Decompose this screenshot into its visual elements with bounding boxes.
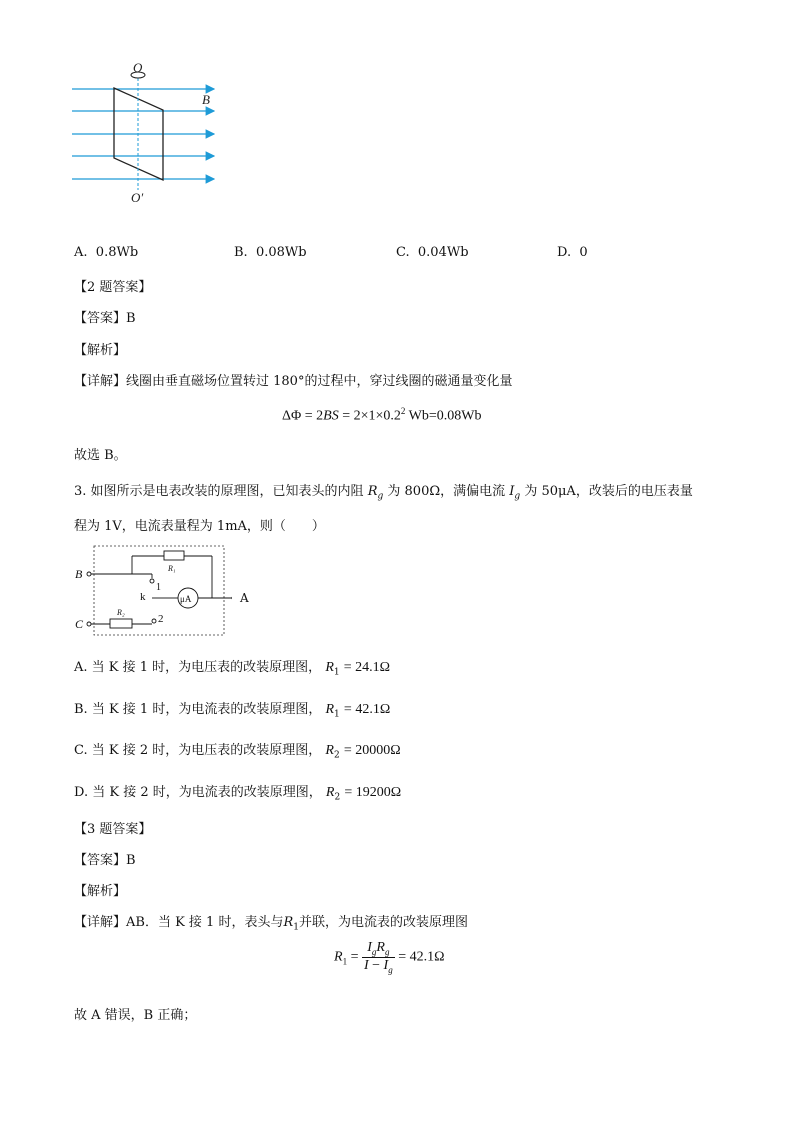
figure-circuit — [72, 544, 232, 638]
q3-detail: 【详解】AB．当 K 接 1 时，表头与$R_1$并联，为电流表的改装原理图 — [74, 915, 469, 933]
q2-option-a: A. 0.8Wb — [74, 245, 139, 260]
switch-contact-2 — [152, 619, 156, 623]
q3-option-a: A. 当 K 接 1 时，为电压表的改装原理图， $R_1 = 24.1\Omega$ — [74, 660, 391, 678]
q2-option-c: C. 0.04Wb — [396, 245, 469, 260]
label-r2: R₂ — [117, 608, 125, 617]
q2-detail: 【详解】线圈由垂直磁场位置转过 180°的过程中，穿过线圈的磁通量变化量 — [74, 374, 513, 389]
label-2: 2 — [158, 613, 164, 625]
q2-option-b: B. 0.08Wb — [234, 245, 307, 260]
q2-formula: $\Delta\Phi = 2BS = 2\times 1\times 0.2^2$ Wb=0.08Wb — [282, 406, 482, 424]
axis-label-top: O — [133, 60, 143, 75]
q3-analysis: 【解析】 — [74, 884, 127, 899]
resistor-r1 — [164, 551, 184, 560]
q3-answer-header: 【3 题答案】 — [74, 822, 152, 837]
q2-analysis: 【解析】 — [74, 343, 127, 358]
label-r1: R₁ — [168, 564, 176, 573]
meter-label: μA — [180, 594, 192, 604]
q3-formula: $R_1$ = $\frac{I_gR_g}{I - I_g}$ = 42.1Ω — [334, 940, 445, 975]
terminal-c — [87, 622, 91, 626]
switch-contact-1 — [150, 579, 154, 583]
terminal-label-b: B — [75, 567, 83, 581]
terminal-label-a: A — [240, 591, 249, 605]
q3-stem-line1: 3. 如图所示是电表改装的原理图，已知表头的内阻 $R_g$ 为 800Ω，满偏电流 $I_g$ 为 50μA，改装后的电压表量 — [74, 484, 693, 502]
label-1: 1 — [156, 582, 161, 593]
q3-answer: 【答案】B — [74, 853, 136, 868]
field-label: B — [202, 92, 210, 107]
resistor-r2 — [110, 619, 132, 628]
q3-option-b: B. 当 K 接 1 时，为电流表的改装原理图， $R_1 = 42.1\Omega$ — [74, 702, 391, 720]
q3-option-c: C. 当 K 接 2 时，为电压表的改装原理图， $R_2 = 20000\Omega$ — [74, 743, 401, 761]
figure-coil-in-field — [70, 58, 230, 208]
q3-option-d: D. 当 K 接 2 时，为电流表的改装原理图， $R_2 = 19200\Omega$ — [74, 785, 402, 803]
q2-option-d: D. 0 — [557, 245, 588, 260]
terminal-b — [87, 572, 91, 576]
terminal-label-c: C — [75, 617, 84, 631]
q2-answer-header: 【2 题答案】 — [74, 280, 152, 295]
q2-answer: 【答案】B — [74, 311, 136, 326]
q3-stem-line2: 程为 1V，电流表量程为 1mA，则（ ） — [74, 519, 325, 534]
label-k: k — [140, 591, 146, 603]
q3-conclusion: 故 A 错误，B 正确； — [74, 1008, 197, 1023]
axis-label-bottom: O′ — [131, 190, 144, 205]
q2-conclusion: 故选 B。 — [74, 448, 127, 463]
